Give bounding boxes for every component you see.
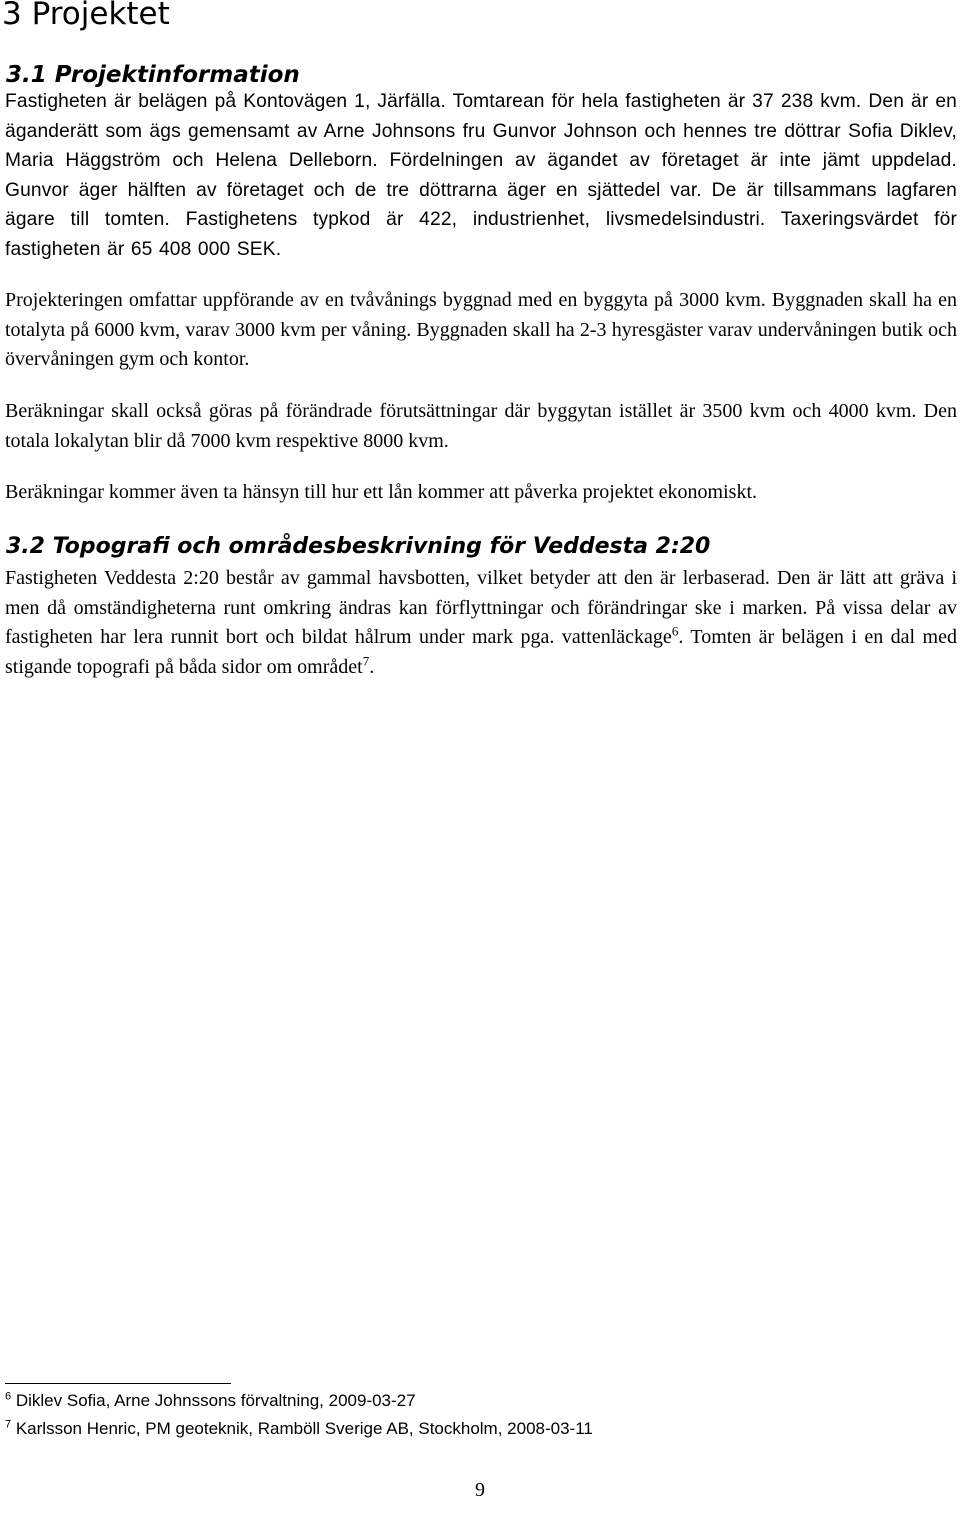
topography-text-part-1: Fastigheten Veddesta 2:20 består av gammal havsbotten, vilket betyder att den är lerbaserad. Den är lätt att gräva i men då omständigheterna runt omkring ändras kan förflyttningar och förändringar ske i marken. På vissa delar av fastigheten har lera runnit bort och bildat hålrum under mark pga. vattenläckage <box>5 567 957 648</box>
page-number: 9 <box>475 1479 485 1501</box>
footnote-7 <box>5 1418 593 1440</box>
footnote-ref-7[interactable]: 7 <box>362 652 370 668</box>
footnote-separator <box>5 1383 231 1384</box>
footnote-ref-6[interactable]: 6 <box>671 623 679 639</box>
paragraph-topography <box>5 564 957 682</box>
footnote-text: Diklev Sofia, Arne Johnssons förvaltning, 2009-03-27 <box>11 1391 416 1410</box>
footnote-number: 6 <box>5 1390 12 1403</box>
section-heading-projektinformation: 3.1 Projektinformation <box>6 62 300 88</box>
paragraph-project-scope: Projekteringen omfattar uppförande av en tvåvånings byggnad med en byggyta på 3000 kvm. Byggnaden skall ha en totalyta på 6000 kvm, varav 3000 kvm per våning. Byggnaden skall ha 2-3 hyresgäster varav undervåningen butik och övervåningen gym och kontor. <box>5 289 957 370</box>
footnote-6 <box>5 1390 416 1412</box>
paragraph-loan-calculation: Beräkningar kommer även ta hänsyn till hur ett lån kommer att påverka projektet ekonomiskt. <box>5 481 758 503</box>
paragraph-alternative-calculations: Beräkningar skall också göras på förändrade förutsättningar där byggytan istället är 3500 kvm och 4000 kvm. Den totala lokalytan blir då 7000 kvm respektive 8000 kvm. <box>5 400 957 452</box>
section-heading-topografi: 3.2 Topografi och områdesbeskrivning för Veddesta 2:20 <box>6 534 711 559</box>
topography-text-part-2: . Tomten är belägen i en dal med stigande topografi på båda sidor om området <box>5 626 957 678</box>
footnote-number: 7 <box>5 1418 12 1431</box>
paragraph-property-info: Fastigheten är belägen på Kontovägen 1, Järfälla. Tomtarean för hela fastigheten är 37 238 kvm. Den är en äganderätt som ägs gemensamt av Arne Johnsons fru Gunvor Johnson och hennes tre döttrar Sofia Diklev, Maria Häggström och Helena Delleborn. Fördelningen av ägandet av företaget är inte jämt uppdelad. Gunvor äger hälften av företaget och de tre döttrarna äger en sjättedel var. De är tillsammans lagfaren ägare till tomten. Fastighetens typkod är 422, industrienhet, livsmedelsindustri. Taxeringsvärdet för fastigheten är 65 408 000 SEK. <box>5 91 957 260</box>
footnote-text: Karlsson Henric, PM geoteknik, Ramböll Sverige AB, Stockholm, 2008-03-11 <box>11 1419 593 1438</box>
topography-text-part-3: . <box>369 655 375 678</box>
chapter-heading: 3 Projektet <box>2 0 170 32</box>
